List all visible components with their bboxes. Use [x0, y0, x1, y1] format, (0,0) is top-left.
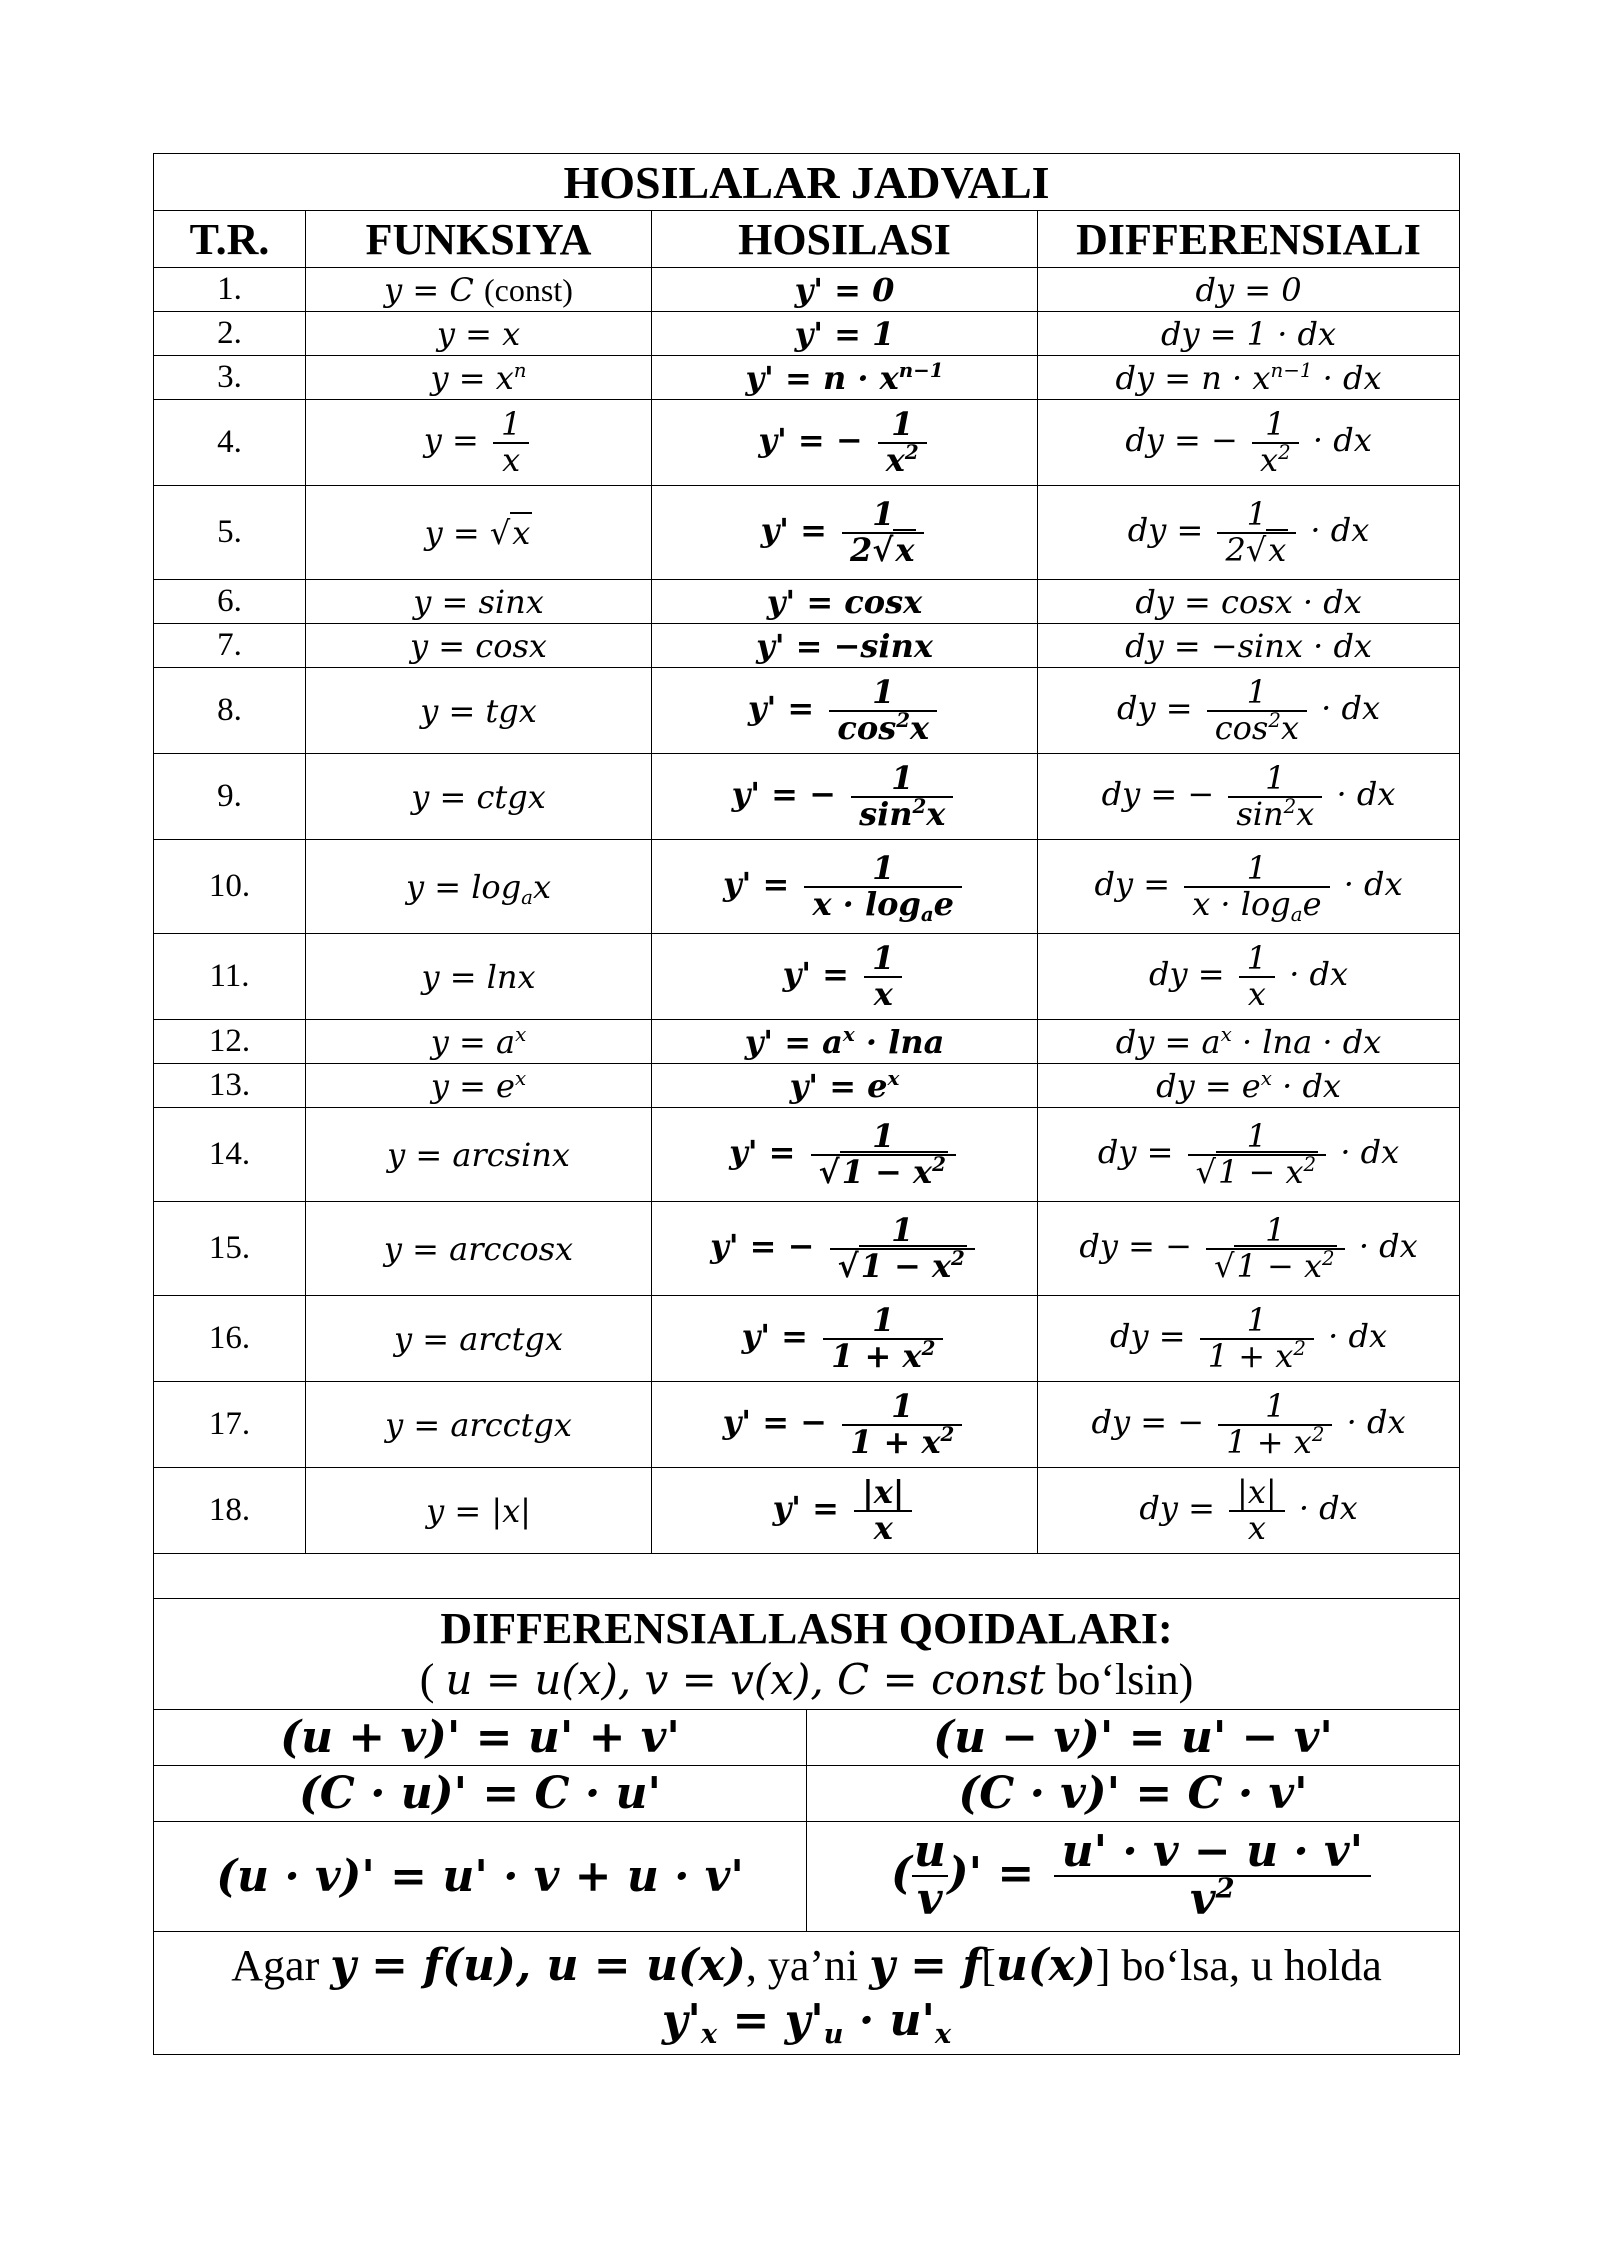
differential-cell: dy = − $\frac{1}{1 + x^2}$ · dx: [1038, 1382, 1460, 1468]
function-cell: y = tgx: [306, 668, 652, 754]
derivative-cell: y' = − $\frac{1}{x^2}$: [652, 400, 1038, 486]
derivative-cell: y' = cosx: [652, 580, 1038, 624]
function-cell: y = |x|: [306, 1468, 652, 1554]
function-cell: y = √x: [306, 486, 652, 580]
table-row: [154, 1296, 1460, 1382]
function-cell: $y = a^x$: [306, 1020, 652, 1064]
row-number: 3.: [154, 356, 306, 400]
differential-cell: dy = $a^x \cdot \ln a$ · dx: [1038, 1020, 1460, 1064]
function-cell: y = ctgx: [306, 754, 652, 840]
chain-rule-text: Agar y = f(u), u = u(x), ya’ni y = f[u(x)] bo‘lsa, u holda: [231, 1939, 1382, 1991]
derivative-cell: $y' = n \cdot x^{n-1}$: [652, 356, 1038, 400]
derivative-cell: y' = 1: [652, 312, 1038, 356]
function-cell: y = arcsinx: [306, 1108, 652, 1202]
rule-constant-u: (C · u)' = C · u': [154, 1765, 807, 1821]
table-row: [154, 624, 1460, 668]
header-derivative: HOSILASI: [652, 211, 1038, 268]
chain-rule-formula: $y'_x = y'_u \cdot u'_x$: [661, 1994, 952, 2050]
derivative-cell: y' = $\frac{1}{\cos^2x}$: [652, 668, 1038, 754]
differential-cell: dy = $\frac{1}{1 + x^2}$ · dx: [1038, 1296, 1460, 1382]
differential-cell: dy = cosx · dx: [1038, 580, 1460, 624]
differential-cell: dy = $n \cdot x^{n-1}$ · dx: [1038, 356, 1460, 400]
derivative-cell: y' = − $\frac{1}{\sin^2x}$: [652, 754, 1038, 840]
derivative-cell: y' = $\frac{1}{1 + x^2}$: [652, 1296, 1038, 1382]
differential-cell: dy = 0: [1038, 268, 1460, 312]
header-differential: DIFFERENSIALI: [1038, 211, 1460, 268]
function-cell: $y = e^x$: [306, 1064, 652, 1108]
row-number: 10.: [154, 840, 306, 934]
table-row: [154, 840, 1460, 934]
table-row: [154, 486, 1460, 580]
derivative-cell: y' = $\frac{1}{x \cdot \log_ae}$: [652, 840, 1038, 934]
row-number: 13.: [154, 1064, 306, 1108]
table-row: [154, 1064, 1460, 1108]
derivative-cell: y' = − $\frac{1}{1 + x^2}$: [652, 1382, 1038, 1468]
row-number: 4.: [154, 400, 306, 486]
row-number: 11.: [154, 934, 306, 1020]
function-cell: $y = x^n$: [306, 356, 652, 400]
function-cell: y = arctgx: [306, 1296, 652, 1382]
table-header: [154, 211, 1460, 268]
differential-cell: dy = $\frac{1}{x \cdot \log_ae}$ · dx: [1038, 840, 1460, 934]
differential-cell: dy = $e^x$ · dx: [1038, 1064, 1460, 1108]
table-row: [154, 934, 1460, 1020]
function-cell: y = arcctgx: [306, 1382, 652, 1468]
table-row: [154, 1202, 1460, 1296]
derivative-cell: y' = $\frac{|x|}{x}$: [652, 1468, 1038, 1554]
row-number: 18.: [154, 1468, 306, 1554]
derivative-cell: $y' = e^x$: [652, 1064, 1038, 1108]
row-number: 2.: [154, 312, 306, 356]
row-number: 5.: [154, 486, 306, 580]
differential-cell: dy = $\frac{|x|}{x}$ · dx: [1038, 1468, 1460, 1554]
table-row: [154, 1382, 1460, 1468]
chain-rule: [154, 1931, 1460, 2054]
function-cell: y = C (const): [306, 268, 652, 312]
row-number: 14.: [154, 1108, 306, 1202]
table-row: [154, 400, 1460, 486]
table-row: [154, 668, 1460, 754]
derivative-cell: y' = −sinx: [652, 624, 1038, 668]
rule-sum: (u + v)' = u' + v': [154, 1709, 807, 1765]
rule-constant-v: (C · v)' = C · v': [807, 1765, 1460, 1821]
derivatives-table: [153, 153, 1460, 1599]
table-row: [154, 268, 1460, 312]
derivatives-sheet: [153, 153, 1459, 2055]
differential-cell: dy = $\frac{1}{√1 - x^2}$ · dx: [1038, 1108, 1460, 1202]
differential-cell: dy = − $\frac{1}{x^2}$ · dx: [1038, 400, 1460, 486]
row-number: 1.: [154, 268, 306, 312]
row-number: 7.: [154, 624, 306, 668]
rules-note: ( u = u(x), v = v(x), C = const bo‘lsin): [419, 1654, 1194, 1704]
derivative-cell: $y' = a^x \cdot \ln a$: [652, 1020, 1038, 1064]
table-row: [154, 754, 1460, 840]
row-number: 8.: [154, 668, 306, 754]
function-cell: y = lnx: [306, 934, 652, 1020]
row-number: 9.: [154, 754, 306, 840]
row-number: 17.: [154, 1382, 306, 1468]
row-number: 16.: [154, 1296, 306, 1382]
table-row: [154, 580, 1460, 624]
function-cell: y = x: [306, 312, 652, 356]
rule-difference: (u − v)' = u' − v': [807, 1709, 1460, 1765]
differential-cell: dy = − $\frac{1}{\sin^2x}$ · dx: [1038, 754, 1460, 840]
differential-cell: dy = $\frac{1}{x}$ · dx: [1038, 934, 1460, 1020]
function-cell: y = $\frac{1}{x}$: [306, 400, 652, 486]
derivative-cell: y' = $\frac{1}{x}$: [652, 934, 1038, 1020]
row-number: 12.: [154, 1020, 306, 1064]
rule-quotient: ( $\frac{u}{v}$ )' = $\frac{u' \cdot v - u \cdot v'}{v^2}$: [807, 1821, 1460, 1931]
table-row: [154, 1468, 1460, 1554]
derivative-cell: y' = − $\frac{1}{√1 - x^2}$: [652, 1202, 1038, 1296]
differential-cell: dy = −sinx · dx: [1038, 624, 1460, 668]
function-cell: y = cosx: [306, 624, 652, 668]
differential-cell: dy = − $\frac{1}{√1 - x^2}$ · dx: [1038, 1202, 1460, 1296]
table-row: [154, 1108, 1460, 1202]
rules-table: [153, 1598, 1460, 2055]
rules-section-header: [154, 1598, 1460, 1709]
table-row: [154, 1020, 1460, 1064]
table-row: [154, 356, 1460, 400]
row-number: 15.: [154, 1202, 306, 1296]
function-cell: $y = \log_ax$: [306, 840, 652, 934]
spacer-row: [154, 1554, 1460, 1599]
header-number: T.R.: [154, 211, 306, 268]
page-title: HOSILALAR JADVALI: [154, 154, 1460, 211]
rules-heading: DIFFERENSIALLASH QOIDALARI:: [440, 1603, 1173, 1653]
differential-cell: dy = $\frac{1}{\cos^2x}$ · dx: [1038, 668, 1460, 754]
header-function: FUNKSIYA: [306, 211, 652, 268]
rule-product: (u · v)' = u' · v + u · v': [154, 1821, 807, 1931]
derivative-cell: y' = $\frac{1}{√1 - x^2}$: [652, 1108, 1038, 1202]
differential-cell: dy = 1 · dx: [1038, 312, 1460, 356]
function-cell: y = sinx: [306, 580, 652, 624]
table-row: [154, 312, 1460, 356]
row-number: 6.: [154, 580, 306, 624]
function-cell: y = arccosx: [306, 1202, 652, 1296]
derivative-cell: y' = $\frac{1}{2√x}$: [652, 486, 1038, 580]
derivative-cell: y' = 0: [652, 268, 1038, 312]
differential-cell: dy = $\frac{1}{2√x}$ · dx: [1038, 486, 1460, 580]
